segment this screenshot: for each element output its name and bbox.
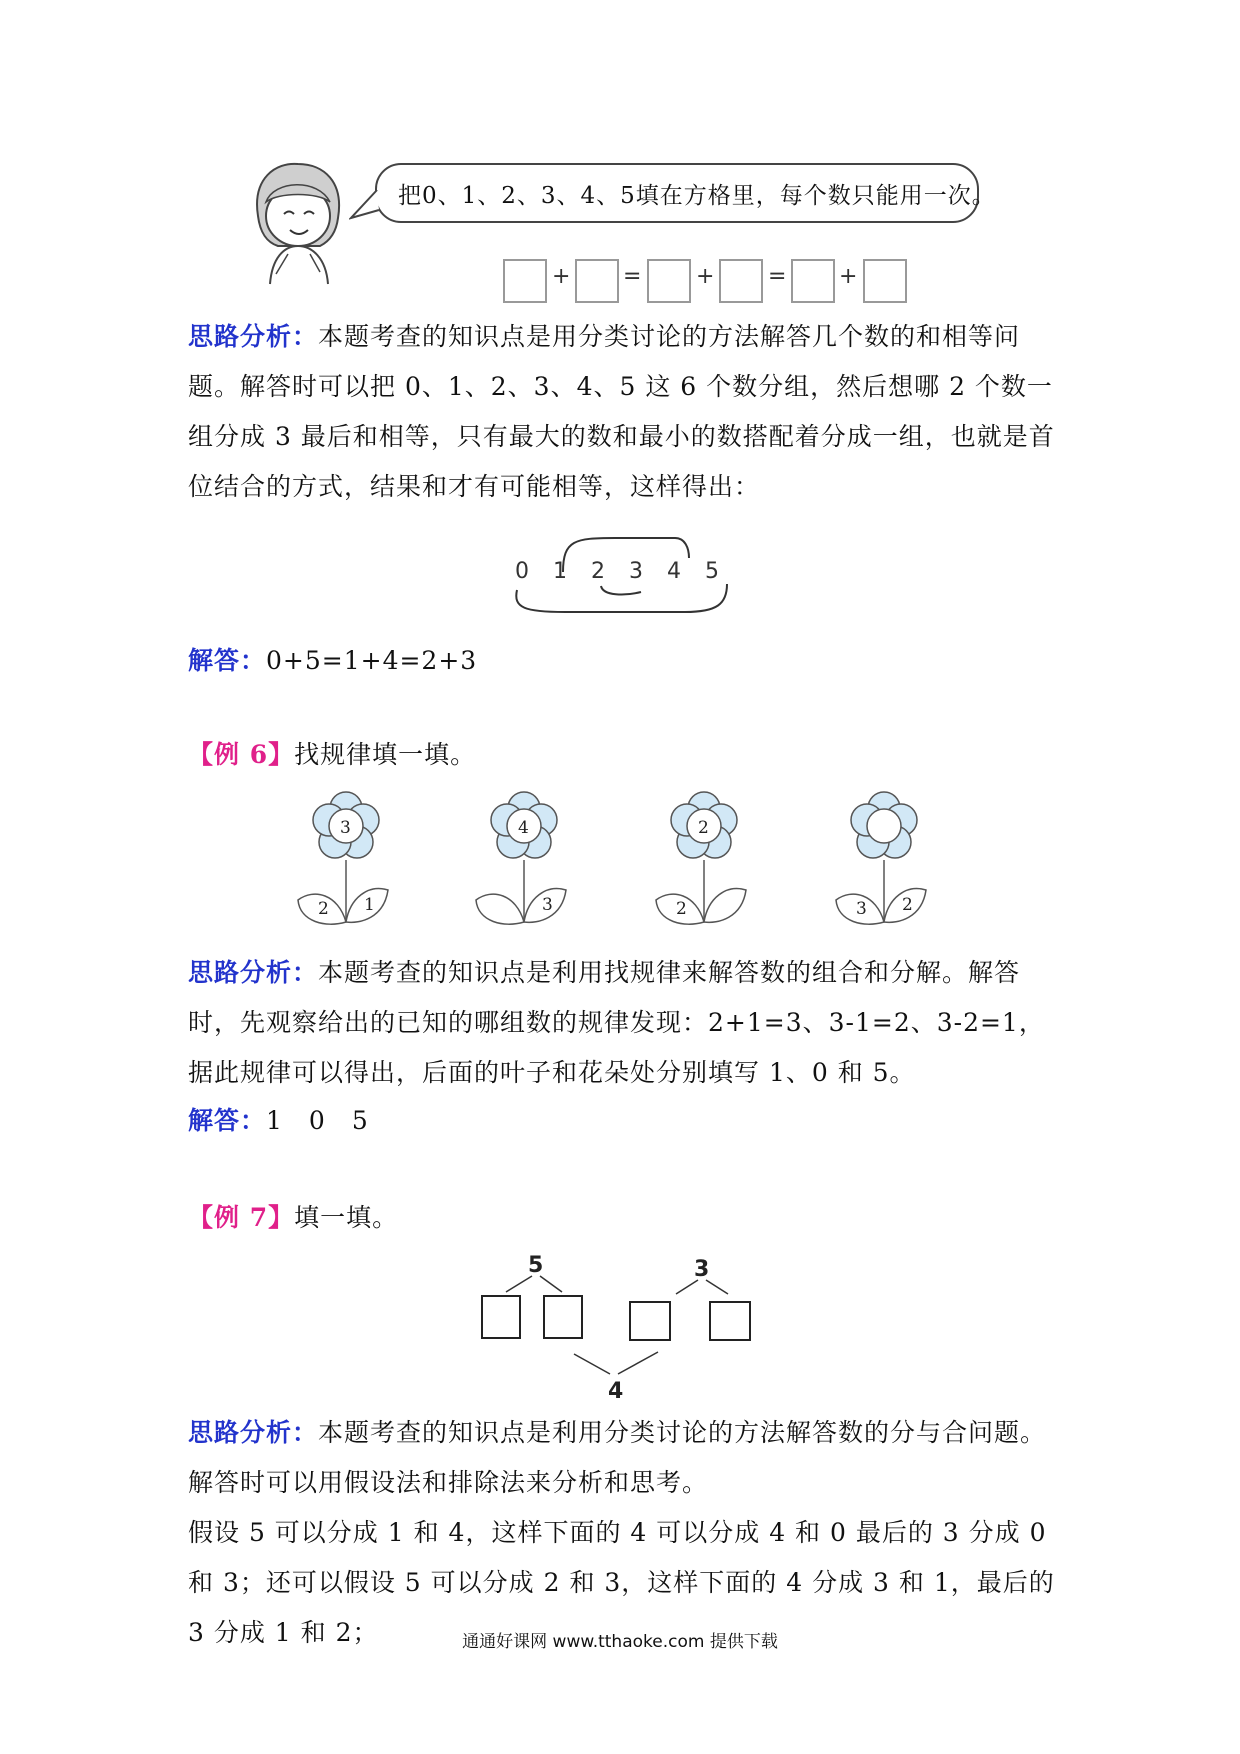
plus-sign: + bbox=[696, 264, 715, 289]
leaf-number: 3 bbox=[542, 895, 553, 915]
answer-box bbox=[482, 1296, 520, 1338]
equals-sign: = bbox=[768, 264, 787, 289]
answer-box bbox=[710, 1302, 750, 1340]
answer-box bbox=[791, 259, 835, 303]
example-label: 【例 7】 bbox=[188, 1203, 295, 1232]
digit-label: 0 bbox=[515, 559, 529, 584]
analysis-paragraph bbox=[188, 312, 1058, 512]
answer-box bbox=[575, 259, 619, 303]
answer-box bbox=[630, 1302, 670, 1340]
flower bbox=[654, 790, 774, 930]
plus-sign: + bbox=[839, 264, 858, 289]
example-label: 【例 6】 bbox=[188, 740, 295, 769]
analysis-text: 本题考查的知识点是利用分类讨论的方法解答数的分与合问题。解答时可以用假设法和排除法来分析和思考。 bbox=[188, 1418, 1047, 1497]
flower bbox=[296, 790, 416, 930]
answer-line bbox=[188, 1096, 1058, 1146]
plus-sign: + bbox=[552, 264, 571, 289]
analysis-label: 思路分析： bbox=[188, 1418, 319, 1447]
leaf-number: 3 bbox=[856, 899, 867, 919]
digit-label: 4 bbox=[667, 559, 681, 584]
example-prompt: 找规律填一填。 bbox=[294, 740, 477, 769]
leaf-number: 2 bbox=[902, 895, 913, 915]
leaf-number: 1 bbox=[364, 895, 375, 915]
leaf-number: 2 bbox=[318, 899, 329, 919]
answer-label: 解答： bbox=[188, 646, 267, 675]
flower-center-number: 4 bbox=[518, 818, 529, 838]
pairing-diagram bbox=[505, 528, 745, 614]
analysis-paragraph bbox=[188, 948, 1058, 1098]
answer-box bbox=[719, 259, 763, 303]
answer-line bbox=[188, 636, 1058, 686]
analysis-paragraph bbox=[188, 1408, 1058, 1508]
example-heading bbox=[188, 730, 1058, 780]
digit-label: 3 bbox=[629, 559, 643, 584]
page-footer: 通通好课网 www.tthaoke.com 提供下载 bbox=[462, 1632, 778, 1652]
number-tree-diagram bbox=[480, 1250, 770, 1405]
example-prompt: 填一填。 bbox=[294, 1203, 399, 1232]
tree-top-number: 3 bbox=[694, 1257, 710, 1282]
digit-label: 2 bbox=[591, 559, 605, 584]
tree-bottom-number: 4 bbox=[608, 1379, 624, 1404]
flower-row bbox=[296, 790, 956, 930]
answer-label: 解答： bbox=[188, 1106, 267, 1135]
example-heading bbox=[188, 1193, 1058, 1243]
answer-box bbox=[503, 259, 547, 303]
explanation-paragraph: 假设 5 可以分成 1 和 4，这样下面的 4 可以分成 4 和 0 最后的 3 分成 0 和 3；还可以假设 5 可以分成 2 和 3，这样下面的 4 分成 3 和 1，最后的 3 分成 1 和 2； bbox=[188, 1518, 1055, 1647]
analysis-text: 本题考查的知识点是利用找规律来解答数的组合和分解。解答时，先观察给出的已知的哪组数的规律发现：2+1=3、3-1=2、3-2=1，据此规律可以得出，后面的叶子和花朵处分别填写 1、0 和 5。 bbox=[188, 958, 1045, 1087]
leaf-number: 2 bbox=[676, 899, 687, 919]
digit-label: 5 bbox=[705, 559, 719, 584]
girl-illustration bbox=[248, 158, 348, 286]
analysis-label: 思路分析： bbox=[188, 322, 319, 351]
analysis-text: 本题考查的知识点是用分类讨论的方法解答几个数的和相等问题。解答时可以把 0、1、2、3、4、5 这 6 个数分组，然后想哪 2 个数一组分成 3 最后和相等，只有最大的数和最小的数搭配着分成一组，也就是首位结合的方式，结果和才有可能相等，这样得出： bbox=[188, 322, 1055, 501]
flower bbox=[834, 790, 954, 930]
equals-sign: = bbox=[623, 264, 642, 289]
bubble-tail bbox=[349, 188, 383, 222]
bubble-text: 把0、1、2、3、4、5填在方格里，每个数只能用一次。 bbox=[398, 183, 996, 209]
digit-label: 1 bbox=[553, 559, 567, 584]
analysis-label: 思路分析： bbox=[188, 958, 319, 987]
answer-box bbox=[544, 1296, 582, 1338]
answer-text: 1 0 5 bbox=[266, 1106, 369, 1135]
answer-box bbox=[647, 259, 691, 303]
flower-center-number: 3 bbox=[340, 818, 351, 838]
answer-box bbox=[863, 259, 907, 303]
answer-text: 0+5=1+4=2+3 bbox=[266, 646, 478, 675]
flower bbox=[474, 790, 594, 930]
tree-top-number: 5 bbox=[528, 1253, 544, 1278]
flower-center-number: 2 bbox=[698, 818, 709, 838]
